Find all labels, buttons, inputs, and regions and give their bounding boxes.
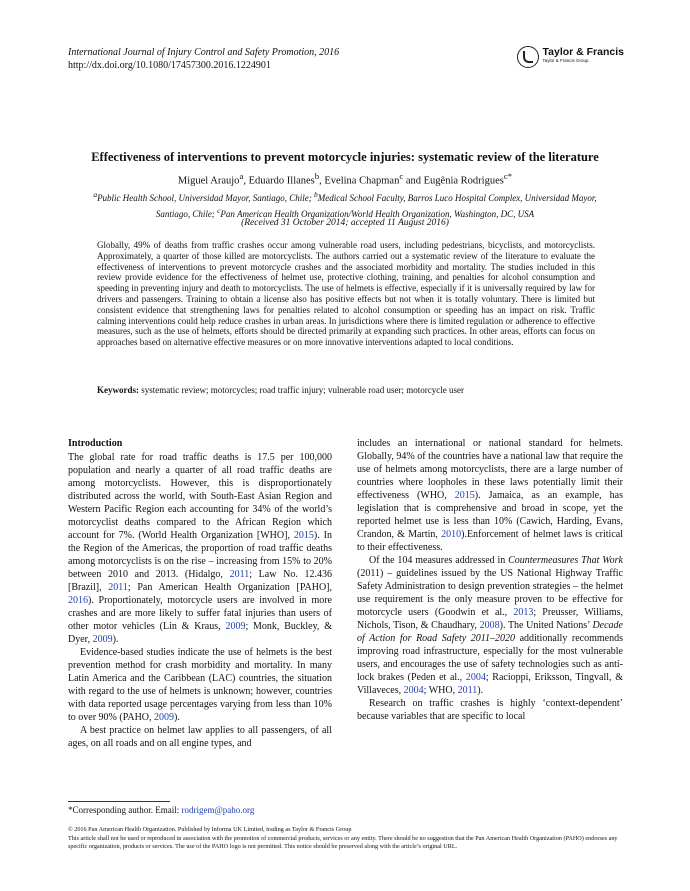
author-name: Evelina Chapman	[324, 175, 400, 187]
citation-link[interactable]: 2009	[92, 634, 113, 645]
citation-link[interactable]: 2013	[513, 607, 534, 618]
publisher-subtitle: Taylor & Francis Group	[542, 58, 589, 63]
journal-name: International Journal of Injury Control and Safety Promotion, 2016	[68, 47, 340, 58]
author-affil-mark: c*	[503, 171, 513, 181]
paragraph: Research on traffic crashes is highly ‘context-dependent’ because variables that are specific to local	[357, 698, 623, 722]
author-name: Miguel Araujo	[177, 175, 240, 187]
citation-link[interactable]: 2008	[479, 620, 500, 631]
citation-link[interactable]: 2011	[457, 685, 478, 696]
author-affil-mark: c	[399, 171, 404, 181]
received-dates: (Received 31 October 2014; accepted 11 August 2016)	[241, 218, 449, 228]
author-affil-mark: a	[239, 171, 244, 181]
author-name: Eduardo Illanes	[248, 175, 315, 187]
citation-link[interactable]: 2011	[229, 569, 250, 580]
affil-mark: b	[314, 190, 318, 199]
citation-link[interactable]: 2010	[441, 529, 462, 540]
article-title: Effectiveness of interventions to prevent motorcycle injuries: systematic review of the literature	[91, 150, 599, 164]
publisher-logo	[517, 46, 625, 68]
citation-link[interactable]: 2009	[154, 712, 175, 723]
keywords	[97, 385, 595, 395]
citation-link[interactable]: 2016	[68, 595, 88, 606]
copyright-notice	[68, 826, 624, 852]
citation-link[interactable]: 2004	[403, 685, 424, 696]
citation-link[interactable]: 2004	[465, 672, 486, 683]
paragraph: Evidence-based studies indicate the use of helmets is the best prevention method for crash morbidity and mortality. In many Latin America and the Caribbean (LAC) countries, the situation with regard to the use of helmets is unknown; however, countries with data reported usage percentages varying from less than 10% to over 90% (PAHO, 2009).	[68, 647, 332, 723]
email-link[interactable]: rodrigem@paho.org	[181, 805, 255, 815]
taylor-francis-logo-icon	[517, 46, 539, 68]
citation-link[interactable]: 2015	[454, 490, 475, 501]
section-heading: Introduction	[68, 438, 123, 449]
keywords-label: Keywords:	[97, 385, 139, 395]
footnote-divider	[68, 801, 170, 802]
author-affil-mark: b	[314, 171, 320, 181]
citation-link[interactable]: 2009	[225, 621, 246, 632]
abstract: Globally, 49% of deaths from traffic crashes occur among vulnerable road users, including pedestrians, bicyclists, and motorcyclists. Approximately, a quarter of those killed are motorcyclists. The authors carried out a systematic review of the literature to evaluate the effectiveness of interventions to prevent motorcycle crashes and the associated morbidity and mortality. The studies included in this review provide evidence for the effectiveness of helmet use, protective clothing, training, and penalties for alcohol consumption and speeding in preventing injury and death to motorcyclists. The use of helmets is effective, especially if it is universally required by law for drivers and passengers. Training to obtain a license also has positive effects but not when it is totally voluntary. There is limited but consistent evidence that strengthening laws for penalties related to alcohol consumption or speeding has an impact on risk. Traffic calming interventions could help reduce crashes in urban areas. In jurisdictions where there is limited regulation or adherence to effective measures, such as the use of helmets, efforts should be directed primarily at expanding such practices. In other areas, efforts can focus on approaches based on alternative effective measures or on more innovative interventions adapted to local conditions.	[97, 240, 595, 348]
citation-link[interactable]: 2011	[108, 582, 128, 593]
author-list: Miguel Araujo$^a$, Eduardo Illanes$^b$, Evelina Chapman$^c$ and Eugênia Rodrigues$^{c*}$	[177, 171, 513, 187]
affiliations	[78, 189, 612, 220]
author-name: Eugênia Rodrigues	[423, 175, 504, 187]
affiliation: Pan American Health Organization/World Health Organization, Washington, DC, USA	[220, 208, 535, 219]
affil-mark: c	[217, 205, 221, 215]
right-column	[357, 437, 623, 723]
paragraph: includes an international or national standard for helmets. Globally, 94% of the countries have a national law that require the use of helmets among motorcyclists, there are a large number of countries where loopholes in these laws potentially limit their effectiveness (WHO, 2015). Jamaica, as an example, has legislation that is comprehensive and broad in scope, yet the reported helmet use is less than 10% (Cawich, Harding, Evans, Crandon, & Martin, 2010).Enforcement of helmet laws is critical to their effectiveness.	[357, 438, 623, 553]
paragraph: Of the 104 measures addressed in Countermeasures That Work (2011) – guidelines issued by the US National Highway Traffic Safety Administration to design prevention strategies – the helmet use requirement is the only measure proven to be effective for motorcycle users (Goodwin et al., 2013; Preusser, Williams, Nichols, Tison, & Chaudhary, 2008). The United Nations’ Decade of Action for Road Safety 2011–2020 additionally recommends improving road infrastructure, especially for the most vulnerable users, and encourages the use of safety technologies such as anti-lock brakes (Peden et al., 2004; Racioppi, Eriksson, Tingvall, & Villaveces, 2004; WHO, 2011).	[357, 555, 623, 696]
publisher-name: Taylor & Francis	[542, 46, 624, 58]
affiliation: Medical School Faculty, Barros Luco Hospital Complex, Universidad Mayor, Santiago, Chile;	[155, 193, 597, 219]
paragraph: A best practice on helmet law applies to all passengers, of all ages, on all roads and on all engine types, and	[68, 725, 332, 749]
keywords-text: systematic review; motorcycles; road traffic injury; vulnerable road user; motorcycle user	[139, 385, 464, 395]
journal-header	[68, 46, 339, 72]
affil-mark: a	[93, 190, 98, 199]
author-conjunction: and	[405, 175, 424, 187]
copyright-line: © 2016 Pan American Health Organization. Published by Informa UK Limited, trading as Taylor & Francis Group	[68, 826, 352, 833]
corresponding-author: *Corresponding author. Email: rodrigem@paho.org	[68, 805, 255, 815]
doi-link[interactable]: http://dx.doi.org/10.1080/17457300.2016.1224901	[68, 60, 271, 71]
citation-link[interactable]: 2015	[293, 530, 314, 541]
usage-notice: This article shall not be used or reproduced in association with the promotion of commercial products, services or any entity. There should be no suggestion that the Pan American Health Organization (PAHO) endorses any specific organization, products or services. The use of the PAHO logo is not permitted. This notice should be preserved along with the article’s original URL.	[68, 834, 618, 851]
paragraph: The global rate for road traffic deaths is 17.5 per 100,000 population and nearly a quarter of all road traffic deaths are among motorcyclists. However, this is disproportionately distributed across the world, with South-East Asian Region and Western Pacific Region each accounting for 34% of the world’s motorcyclist deaths compared to the African Region which account for 7%. (World Health Organization [WHO], 2015). In the Region of the Americas, the proportion of road traffic deaths among motorcyclists is on the rise – increasing from 15% to 20% between 2010 and 2013. (Hidalgo, 2011; Law No. 12.436 [Brazil], 2011; Pan American Health Organization [PAHO], 2016). Proportionately, motorcycle users are involved in more crashes and are more likely to suffer fatal injuries than users of other motor vehicles (Lin & Kraus, 2009; Monk, Buckley, & Dyer, 2009).	[68, 452, 333, 645]
left-column	[68, 437, 332, 750]
affiliation: Public Health School, Universidad Mayor, Santiago, Chile;	[97, 193, 315, 203]
